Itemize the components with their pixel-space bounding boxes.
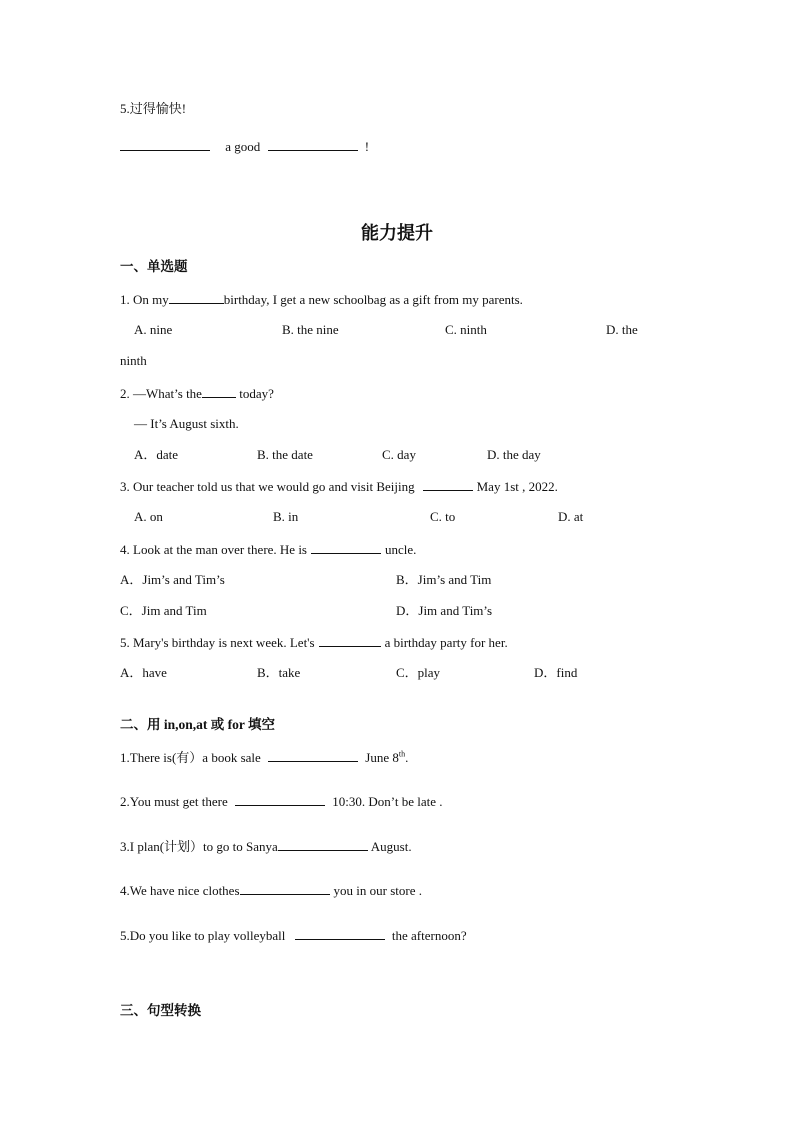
answer-blank[interactable] (268, 138, 358, 151)
question-text: today? (235, 386, 274, 401)
q3-option-a[interactable]: A. on (134, 509, 163, 524)
section-1-heading: 一、单选题 (120, 259, 188, 274)
section-3-heading: 三、句型转换 (120, 1003, 201, 1018)
fill-item-3 (120, 838, 412, 855)
q1-option-d[interactable]: D. the (606, 322, 638, 337)
fill-item-4 (120, 882, 422, 899)
fill-blank[interactable] (295, 927, 385, 940)
q5-option-a[interactable]: A．have (120, 665, 167, 680)
question-3 (120, 478, 558, 495)
q5-option-c[interactable]: C．play (396, 665, 441, 680)
page-title: 能力提升 (361, 223, 433, 243)
question-text: uncle. (385, 542, 417, 557)
question-text: 5. Mary's birthday is next week. Let's (120, 635, 315, 650)
fill-text: 1.There is(有）a book sale (120, 750, 261, 765)
question-2-reply: — It’s August sixth. (134, 416, 239, 431)
fill-blank[interactable] (235, 793, 325, 806)
question-5 (120, 634, 508, 651)
fill-item-5 (120, 927, 467, 944)
q5-option-d[interactable]: D．find (534, 665, 578, 680)
question-text: 1. On my (120, 292, 169, 307)
answer-text: a good (225, 139, 261, 154)
q4-option-c[interactable]: C．Jim and Tim (120, 603, 207, 618)
ordinal-suffix: th (398, 749, 406, 759)
q2-option-d[interactable]: D. the day (487, 447, 541, 462)
question-text: 2. —What’s the (120, 386, 202, 401)
question-blank[interactable] (202, 385, 236, 398)
fill-text: 4.We have nice clothes (120, 883, 240, 898)
fill-blank[interactable] (268, 749, 358, 762)
fill-item-2 (120, 793, 442, 810)
question-blank[interactable] (423, 478, 473, 491)
q5-option-b[interactable]: B．take (257, 665, 301, 680)
fill-text: 10:30. Don’t be late . (332, 794, 443, 809)
exercise-5-label: 5.过得愉快! (120, 101, 187, 116)
q2-option-c[interactable]: C. day (382, 447, 416, 462)
question-1 (120, 291, 523, 308)
fill-text: 3.I plan(计划）to go to Sanya (120, 839, 278, 854)
exercise-5-answer-line (120, 138, 369, 155)
question-text: May 1st , 2022. (476, 479, 558, 494)
q4-option-b[interactable]: B．Jim’s and Tim (396, 572, 492, 587)
question-text: 4. Look at the man over there. He is (120, 542, 307, 557)
q2-option-a[interactable]: A．date (134, 447, 179, 462)
section-2-heading: 二、用 in,on,at 或 for 填空 (120, 717, 276, 732)
q1-option-b[interactable]: B. the nine (282, 322, 339, 337)
question-blank[interactable] (319, 634, 381, 647)
fill-text: 2.You must get there (120, 794, 228, 809)
q1-option-c[interactable]: C. ninth (445, 322, 487, 337)
q4-option-a[interactable]: A．Jim’s and Tim’s (120, 572, 225, 587)
question-text: 3. Our teacher told us that we would go and visit Beijing (120, 479, 415, 494)
q2-option-b[interactable]: B. the date (257, 447, 313, 462)
answer-blank[interactable] (120, 138, 210, 151)
q4-option-d[interactable]: D．Jim and Tim’s (396, 603, 493, 618)
fill-blank[interactable] (278, 838, 368, 851)
question-blank[interactable] (169, 291, 224, 304)
fill-text: . (405, 750, 409, 765)
q3-option-d[interactable]: D. at (558, 509, 584, 524)
fill-text: the afternoon? (391, 928, 467, 943)
fill-text: August. (370, 839, 412, 854)
question-text: a birthday party for her. (384, 635, 508, 650)
fill-item-1 (120, 749, 408, 766)
q3-option-b[interactable]: B. in (273, 509, 299, 524)
q1-option-d-wrap: ninth (120, 353, 147, 368)
fill-text: June 8 (365, 750, 399, 765)
question-text: birthday, I get a new schoolbag as a gift from my parents. (223, 292, 523, 307)
question-4 (120, 541, 416, 558)
q1-option-a[interactable]: A. nine (134, 322, 173, 337)
fill-text: 5.Do you like to play volleyball (120, 928, 286, 943)
question-2 (120, 385, 274, 402)
fill-text: you in our store . (333, 883, 422, 898)
fill-blank[interactable] (240, 882, 330, 895)
q3-option-c[interactable]: C. to (430, 509, 456, 524)
question-blank[interactable] (311, 541, 381, 554)
end-mark: ! (364, 139, 370, 154)
